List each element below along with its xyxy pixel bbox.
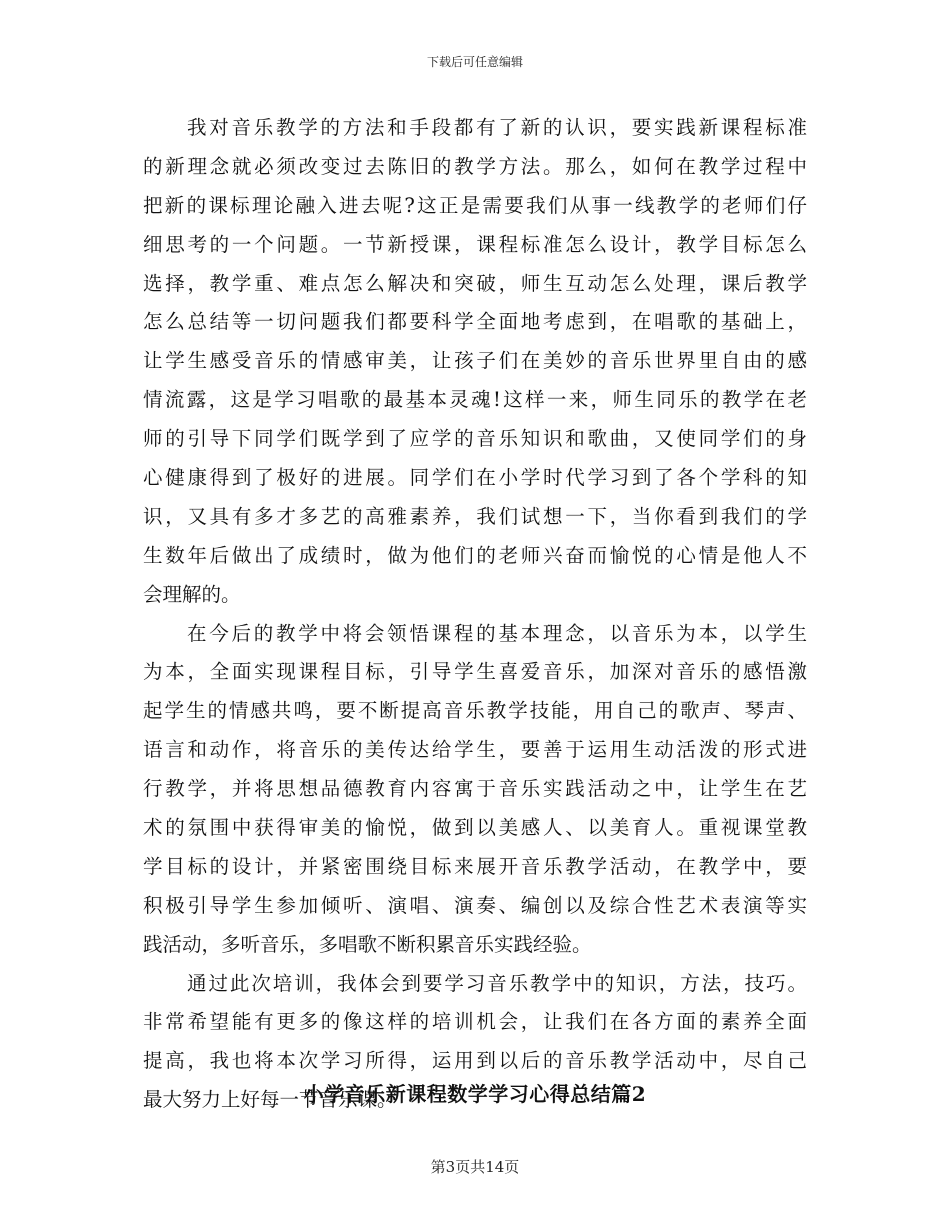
text-line: 在今后的教学中将会领悟课程的基本理念，以音乐为本，以学生 xyxy=(187,621,807,645)
text-line: 行教学，并将思想品德教育内容寓于音乐实践活动之中，让学生在艺 xyxy=(143,777,807,801)
text-line: 提高，我也将本次学习所得，运用到以后的音乐教学活动中，尽自己 xyxy=(143,1049,807,1073)
text-line: 为本，全面实现课程目标，引导学生喜爱音乐，加深对音乐的感悟激 xyxy=(143,660,807,684)
text-line: 让学生感受音乐的情感审美，让孩子们在美妙的音乐世界里自由的感 xyxy=(143,349,807,373)
text-line: 我对音乐教学的方法和手段都有了新的认识，要实践新课程标准 xyxy=(187,116,807,139)
text-line: 积极引导学生参加倾听、演唱、演奏、编创以及综合性艺术表演等实 xyxy=(143,893,807,917)
text-line: 非常希望能有更多的像这样的培训机会，让我们在各方面的素养全面 xyxy=(143,1010,807,1034)
text-line: 语言和动作，将音乐的美传达给学生，要善于运用生动活泼的形式进 xyxy=(143,738,807,762)
text-line: 怎么总结等一切问题我们都要科学全面地考虑到，在唱歌的基础上， xyxy=(143,310,807,334)
paragraph-1 xyxy=(143,109,807,615)
text-line: 识，又具有多才多艺的高雅素养，我们试想一下，当你看到我们的学 xyxy=(143,504,807,528)
text-line: 的新理念就必须改变过去陈旧的教学方法。那么，如何在教学过程中 xyxy=(143,154,807,178)
document-body xyxy=(143,109,807,1120)
section-title: 小学音乐新课程数学学习心得总结篇2 xyxy=(303,1082,647,1106)
text-line: 选择，教学重、难点怎么解决和突破，师生互动怎么处理，课后教学 xyxy=(143,271,807,295)
text-line: 把新的课标理论融入进去呢?这正是需要我们从事一线教学的老师们仔 xyxy=(143,193,807,217)
text-line: 情流露，这是学习唱歌的最基本灵魂!这样一来，师生同乐的教学在老 xyxy=(143,388,807,412)
text-line: 践活动，多听音乐，多唱歌不断积累音乐实践经验。 xyxy=(143,932,592,956)
text-line: 心健康得到了极好的进展。同学们在小学时代学习到了各个学科的知 xyxy=(143,466,807,490)
text-line: 生数年后做出了成绩时，做为他们的老师兴奋而愉悦的心情是他人不 xyxy=(143,543,807,567)
text-line: 术的氛围中获得审美的愉悦，做到以美感人、以美育人。重视课堂教 xyxy=(143,816,807,840)
paragraph-2 xyxy=(143,615,807,965)
text-line: 细思考的一个问题。一节新授课，课程标准怎么设计，教学目标怎么 xyxy=(143,232,807,256)
text-line: 通过此次培训，我体会到要学习音乐教学中的知识，方法，技巧。 xyxy=(187,971,807,995)
text-line: 会理解的。 xyxy=(143,582,241,606)
text-line: 师的引导下同学们既学到了应学的音乐知识和歌曲，又使同学们的身 xyxy=(143,427,807,451)
text-line: 最大努力上好每一节音乐课。 xyxy=(143,1088,397,1112)
text-line: 起学生的情感共鸣，要不断提高音乐教学技能，用自己的歌声、琴声、 xyxy=(143,699,807,723)
page-header: 下载后可任意编辑 xyxy=(426,55,523,69)
page-number: 第3页共14页 xyxy=(430,1158,520,1176)
text-line: 学目标的设计，并紧密围绕目标来展开音乐教学活动，在教学中，要 xyxy=(143,854,807,878)
